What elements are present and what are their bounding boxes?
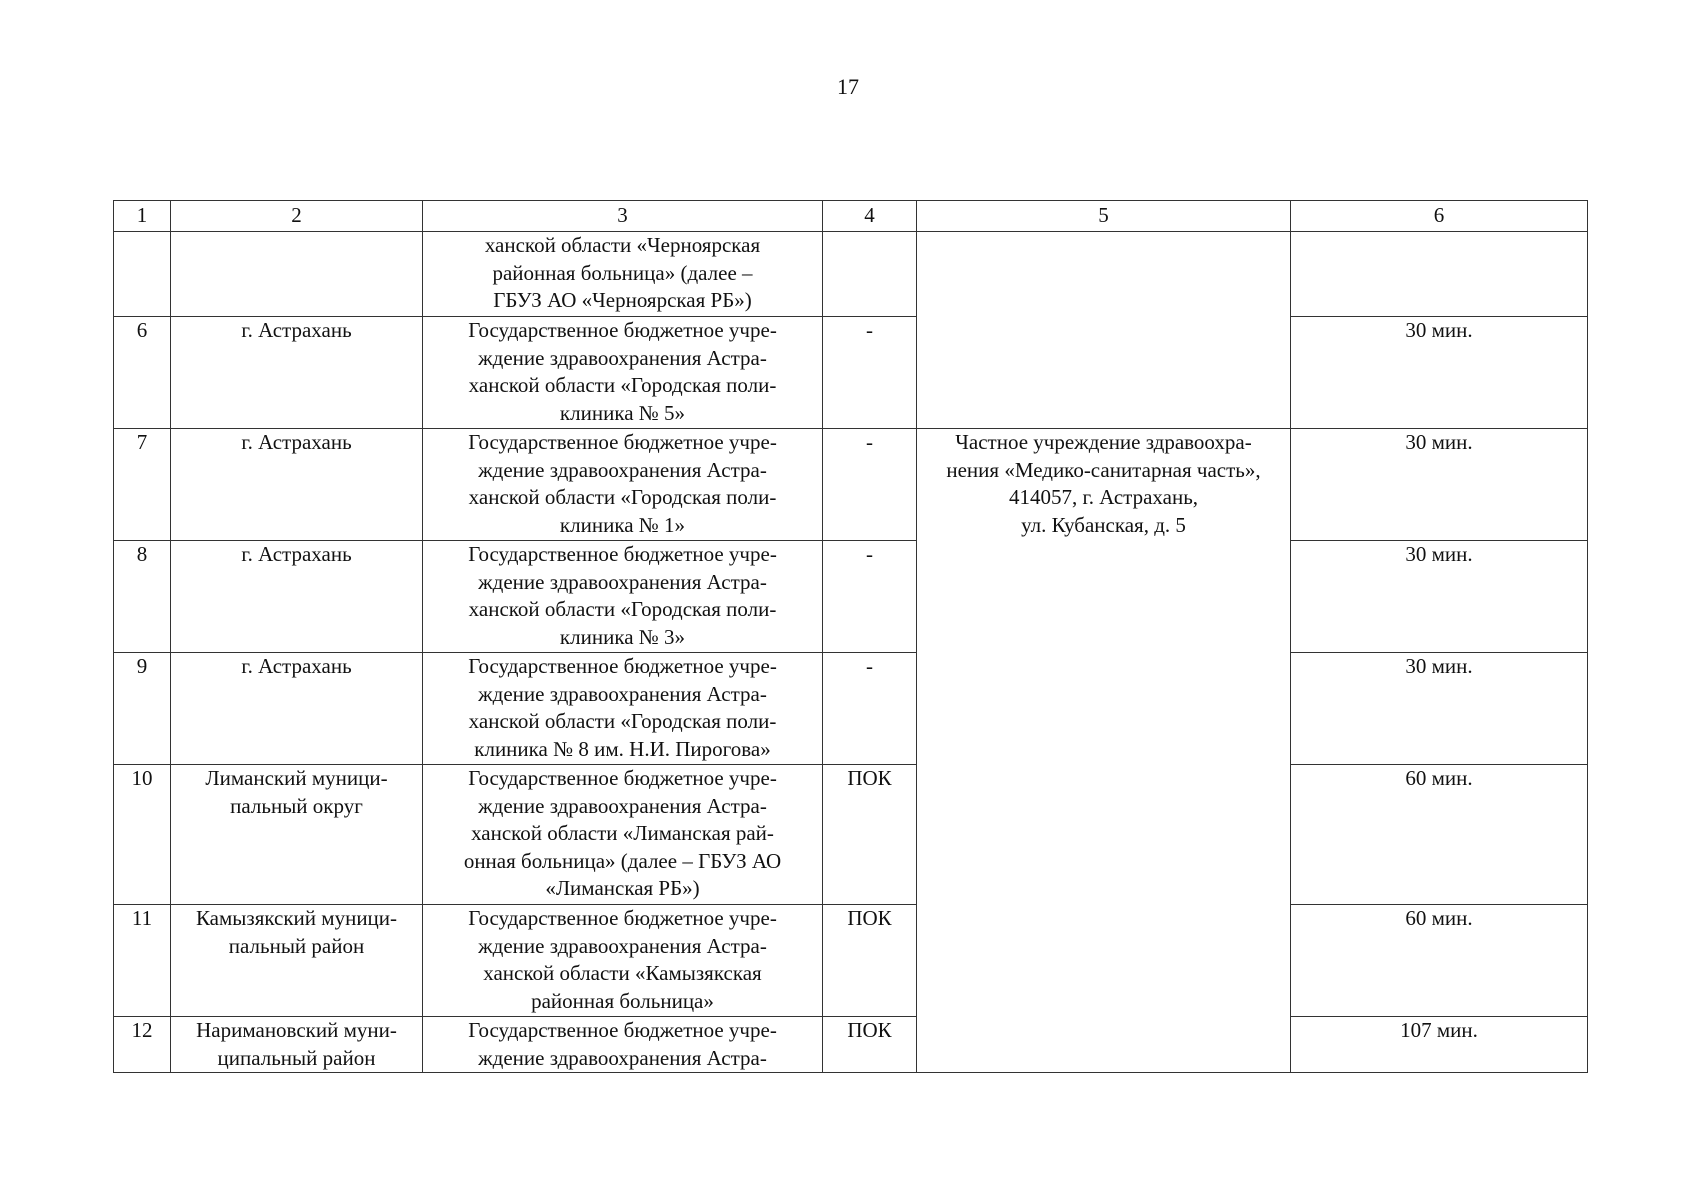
table-row xyxy=(114,653,1588,765)
area-line: г. Астрахань xyxy=(241,430,352,454)
institution-line: Государственное бюджетное учре- xyxy=(468,430,777,454)
travel-time-cell: 60 мин. xyxy=(1291,905,1588,1017)
institution-line: ханской области «Городская поли- xyxy=(468,709,777,733)
area-line: г. Астрахань xyxy=(241,654,352,678)
institution-cell xyxy=(423,429,823,541)
care-type-cell xyxy=(823,232,917,317)
institution-line: ГБУЗ АО «Черноярская РБ») xyxy=(493,288,752,312)
institution-cell xyxy=(423,765,823,905)
row-number-cell: 10 xyxy=(114,765,171,905)
institution-line: Государственное бюджетное учре- xyxy=(468,654,777,678)
row-number-cell: 12 xyxy=(114,1017,171,1073)
table-row xyxy=(114,232,1588,317)
target-institution-upper-cell xyxy=(917,232,1291,429)
institution-cell xyxy=(423,1017,823,1073)
column-header-6: 6 xyxy=(1291,201,1588,232)
target-institution-cell xyxy=(917,429,1291,1073)
row-number-cell xyxy=(114,232,171,317)
area-line: Камызякский муници- xyxy=(195,906,398,930)
area-cell xyxy=(171,232,423,317)
column-header-3: 3 xyxy=(423,201,823,232)
care-type-cell: - xyxy=(823,653,917,765)
institution-line: ждение здравоохранения Астра- xyxy=(478,933,767,958)
column-header-5: 5 xyxy=(917,201,1291,232)
area-line: пальный район xyxy=(228,933,365,958)
area-cell xyxy=(171,905,423,1017)
area-cell xyxy=(171,1017,423,1073)
column-header-2: 2 xyxy=(171,201,423,232)
table-row xyxy=(114,1017,1588,1073)
care-type-cell: - xyxy=(823,317,917,429)
row-number-cell: 6 xyxy=(114,317,171,429)
institution-line: Государственное бюджетное учре- xyxy=(468,1018,777,1042)
institution-line: ханской области «Лиманская рай- xyxy=(471,821,774,845)
care-type-cell: ПОК xyxy=(823,1017,917,1073)
target-institution-line: 414057, г. Астрахань, xyxy=(1008,485,1199,509)
institution-line: районная больница» xyxy=(531,988,714,1013)
area-cell xyxy=(171,765,423,905)
table-row xyxy=(114,765,1588,905)
area-line: г. Астрахань xyxy=(241,542,352,566)
area-cell xyxy=(171,653,423,765)
row-number-cell: 9 xyxy=(114,653,171,765)
table-row xyxy=(114,541,1588,653)
area-line: г. Астрахань xyxy=(241,318,352,342)
table-row xyxy=(114,905,1588,1017)
row-number-cell: 8 xyxy=(114,541,171,653)
area-line: пальный округ xyxy=(230,793,363,818)
institution-line: ждение здравоохранения Астра- xyxy=(478,569,767,594)
institution-line: клиника № 3» xyxy=(559,624,686,649)
travel-time-cell: 30 мин. xyxy=(1291,429,1588,541)
institution-line: «Лиманская РБ») xyxy=(545,876,700,900)
institution-line: клиника № 8 им. Н.И. Пирогова» xyxy=(474,736,771,761)
institution-line: районная больница» (далее – xyxy=(492,260,753,285)
institution-line: ханской области «Черноярская xyxy=(484,233,761,257)
care-type-cell: ПОК xyxy=(823,765,917,905)
area-line: ципальный район xyxy=(217,1045,376,1070)
institution-line: ждение здравоохранения Астра- xyxy=(478,345,767,370)
institution-line: ханской области «Городская поли- xyxy=(468,597,777,621)
institution-line: Государственное бюджетное учре- xyxy=(468,542,777,566)
table-body xyxy=(114,232,1588,1073)
column-header-4: 4 xyxy=(823,201,917,232)
care-type-cell: - xyxy=(823,541,917,653)
institution-line: ждение здравоохранения Астра- xyxy=(478,457,767,482)
table-row xyxy=(114,429,1588,541)
institution-line: ждение здравоохранения Астра- xyxy=(478,1045,767,1070)
travel-time-cell xyxy=(1291,232,1588,317)
row-number-cell: 7 xyxy=(114,429,171,541)
target-institution-line: Частное учреждение здравоохра- xyxy=(955,430,1252,454)
row-number-cell: 11 xyxy=(114,905,171,1017)
travel-time-cell: 30 мин. xyxy=(1291,317,1588,429)
institution-line: клиника № 1» xyxy=(559,512,686,537)
travel-time-cell: 107 мин. xyxy=(1291,1017,1588,1073)
care-type-cell: - xyxy=(823,429,917,541)
header-row xyxy=(114,201,1588,232)
institution-cell xyxy=(423,541,823,653)
institution-cell xyxy=(423,905,823,1017)
target-institution-line: ул. Кубанская, д. 5 xyxy=(1021,512,1186,537)
area-line: Наримановский муни- xyxy=(196,1018,397,1042)
travel-time-cell: 30 мин. xyxy=(1291,541,1588,653)
institution-line: ханской области «Городская поли- xyxy=(468,373,777,397)
institution-line: ждение здравоохранения Астра- xyxy=(478,793,767,818)
institution-line: ждение здравоохранения Астра- xyxy=(478,681,767,706)
column-header-1: 1 xyxy=(114,201,171,232)
page-number: 17 xyxy=(837,74,859,99)
institution-cell xyxy=(423,232,823,317)
institution-line: ханской области «Камызякская xyxy=(483,961,762,985)
institution-cell xyxy=(423,317,823,429)
institution-line: Государственное бюджетное учре- xyxy=(468,318,777,342)
institution-line: Государственное бюджетное учре- xyxy=(468,906,777,930)
institution-line: онная больница» (далее – ГБУЗ АО xyxy=(463,848,782,873)
area-line: Лиманский муници- xyxy=(205,766,388,790)
institution-line: Государственное бюджетное учре- xyxy=(468,766,777,790)
institution-line: ханской области «Городская поли- xyxy=(468,485,777,509)
table-row xyxy=(114,317,1588,429)
travel-time-cell: 60 мин. xyxy=(1291,765,1588,905)
area-cell xyxy=(171,429,423,541)
area-cell xyxy=(171,317,423,429)
institution-cell xyxy=(423,653,823,765)
area-cell xyxy=(171,541,423,653)
care-type-cell: ПОК xyxy=(823,905,917,1017)
travel-time-cell: 30 мин. xyxy=(1291,653,1588,765)
institution-line: клиника № 5» xyxy=(559,400,686,425)
hospital-routing-table xyxy=(113,200,1588,1073)
target-institution-line: нения «Медико-санитарная часть», xyxy=(946,457,1261,482)
